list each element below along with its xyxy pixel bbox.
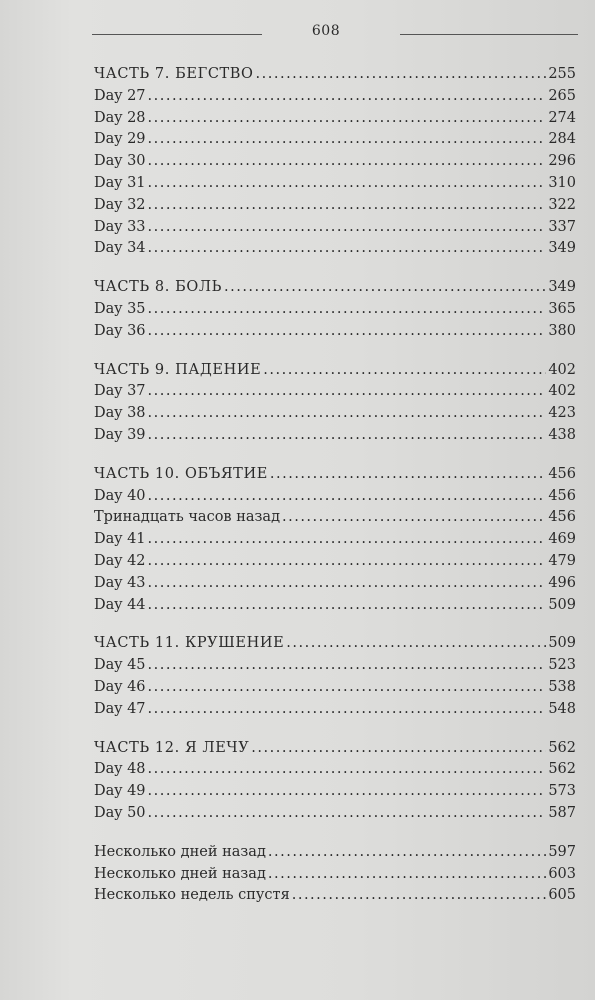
entry-title: Day 35 (94, 300, 146, 317)
part-title: ЧАСТЬ 11. КРУШЕНИЕ (94, 635, 285, 652)
entry-title: Day 27 (94, 87, 146, 104)
dot-leader (263, 360, 546, 382)
entry-page-number: 479 (548, 552, 576, 569)
toc-entry (94, 759, 576, 781)
entry-title: Тринадцать часов назад (94, 509, 280, 526)
dot-leader (251, 738, 546, 760)
toc-entry (94, 195, 576, 217)
dot-leader (268, 864, 546, 886)
toc-section (94, 277, 576, 342)
dot-leader (148, 151, 547, 173)
toc-entry (94, 381, 576, 403)
entry-page-number: 310 (548, 174, 576, 191)
entry-title: Day 38 (94, 405, 146, 422)
entry-title: Day 30 (94, 153, 146, 170)
toc-entry (94, 551, 576, 573)
entry-page-number: 255 (548, 66, 576, 82)
entry-title: Day 36 (94, 322, 146, 339)
toc-entry (94, 699, 576, 721)
part-title: ЧАСТЬ 7. БЕГСТВО (94, 66, 254, 82)
toc-entry (94, 486, 576, 508)
dot-leader (148, 321, 547, 343)
entry-title: Day 32 (94, 196, 146, 213)
entry-title: Day 46 (94, 678, 146, 695)
toc-entry (94, 781, 576, 803)
header-rule-right (400, 34, 578, 35)
toc-section (94, 842, 576, 907)
entry-title: Day 33 (94, 218, 146, 235)
toc-part-heading (94, 360, 576, 382)
entry-page-number: 509 (548, 635, 576, 652)
entry-title: Day 42 (94, 552, 146, 569)
dot-leader (148, 486, 547, 508)
toc-entry (94, 507, 576, 529)
dot-leader (148, 86, 547, 108)
entry-page-number: 380 (548, 322, 576, 339)
entry-page-number: 349 (548, 240, 576, 257)
toc-section (94, 360, 576, 447)
dot-leader (282, 507, 546, 529)
entry-page-number: 438 (548, 426, 576, 443)
toc-part-heading (94, 64, 576, 86)
dot-leader (148, 425, 547, 447)
dot-leader (148, 217, 547, 239)
entry-page-number: 496 (548, 574, 576, 591)
entry-title: Day 40 (94, 487, 146, 504)
entry-title: Day 37 (94, 383, 146, 400)
toc-part-heading (94, 277, 576, 299)
toc-entry (94, 677, 576, 699)
entry-page-number: 402 (548, 361, 576, 378)
toc-entry (94, 238, 576, 260)
toc-part-heading (94, 633, 576, 655)
dot-leader (148, 551, 547, 573)
entry-title: Day 34 (94, 240, 146, 257)
dot-leader (148, 573, 547, 595)
header-rule-left (92, 34, 262, 35)
toc-entry (94, 151, 576, 173)
dot-leader (148, 238, 547, 260)
entry-page-number: 296 (548, 153, 576, 170)
dot-leader (148, 655, 547, 677)
page-number: 608 (311, 23, 341, 39)
toc-entry (94, 595, 576, 617)
entry-title: Day 45 (94, 657, 146, 674)
toc-part-heading (94, 738, 576, 760)
dot-leader (286, 633, 546, 655)
part-title: ЧАСТЬ 10. ОБЪЯТИЕ (94, 465, 268, 482)
entry-title: Несколько недель спустя (94, 887, 290, 904)
dot-leader (148, 403, 547, 425)
entry-page-number: 349 (548, 279, 576, 296)
toc-entry (94, 842, 576, 864)
entry-page-number: 562 (548, 761, 576, 778)
toc-entry (94, 217, 576, 239)
entry-page-number: 469 (548, 531, 576, 548)
entry-page-number: 456 (548, 465, 576, 482)
entry-title: Day 43 (94, 574, 146, 591)
entry-page-number: 423 (548, 405, 576, 422)
toc-entry (94, 403, 576, 425)
toc-entry (94, 299, 576, 321)
dot-leader (148, 595, 547, 617)
entry-title: Day 41 (94, 531, 146, 548)
dot-leader (148, 759, 547, 781)
dot-leader (148, 173, 547, 195)
toc-part-heading (94, 464, 576, 486)
entry-title: Day 39 (94, 426, 146, 443)
entry-title: Day 48 (94, 761, 146, 778)
entry-page-number: 509 (548, 596, 576, 613)
entry-page-number: 538 (548, 678, 576, 695)
dot-leader (148, 195, 547, 217)
entry-page-number: 402 (548, 383, 576, 400)
entry-title: Day 49 (94, 783, 146, 800)
entry-page-number: 456 (548, 509, 576, 526)
entry-page-number: 548 (548, 700, 576, 717)
toc-entry (94, 173, 576, 195)
entry-page-number: 284 (548, 131, 576, 148)
toc-entry (94, 86, 576, 108)
entry-title: Day 29 (94, 131, 146, 148)
dot-leader (270, 464, 546, 486)
toc-entry (94, 529, 576, 551)
entry-page-number: 562 (548, 739, 576, 756)
toc-entry (94, 885, 576, 907)
part-title: ЧАСТЬ 8. БОЛЬ (94, 279, 222, 296)
entry-page-number: 603 (548, 865, 576, 882)
dot-leader (148, 803, 547, 825)
part-title: ЧАСТЬ 12. Я ЛЕЧУ (94, 739, 250, 756)
toc-section (94, 738, 576, 825)
entry-title: Несколько дней назад (94, 865, 266, 882)
dot-leader (224, 277, 546, 299)
entry-title: Day 44 (94, 596, 146, 613)
toc-entry (94, 129, 576, 151)
entry-page-number: 605 (548, 887, 576, 904)
dot-leader (148, 129, 547, 151)
toc-entry (94, 108, 576, 130)
entry-page-number: 456 (548, 487, 576, 504)
toc-section (94, 633, 576, 720)
dot-leader (148, 299, 547, 321)
entry-page-number: 337 (548, 218, 576, 235)
entry-page-number: 587 (548, 804, 576, 821)
entry-title: Day 28 (94, 109, 146, 126)
page-header (0, 18, 595, 48)
dot-leader (148, 699, 547, 721)
toc-entry (94, 655, 576, 677)
dot-leader (256, 64, 547, 86)
table-of-contents (94, 64, 576, 924)
entry-page-number: 597 (548, 843, 576, 860)
toc-entry (94, 573, 576, 595)
dot-leader (148, 529, 547, 551)
dot-leader (148, 381, 547, 403)
entry-page-number: 365 (548, 300, 576, 317)
dot-leader (268, 842, 546, 864)
dot-leader (148, 108, 547, 130)
entry-page-number: 322 (548, 196, 576, 213)
toc-entry (94, 803, 576, 825)
toc-entry (94, 321, 576, 343)
dot-leader (148, 677, 547, 699)
dot-leader (148, 781, 547, 803)
toc-entry (94, 425, 576, 447)
entry-title: Day 47 (94, 700, 146, 717)
entry-page-number: 573 (548, 783, 576, 800)
entry-page-number: 274 (548, 109, 576, 126)
entry-page-number: 523 (548, 657, 576, 674)
part-title: ЧАСТЬ 9. ПАДЕНИЕ (94, 361, 262, 378)
entry-page-number: 265 (548, 87, 576, 104)
entry-title: Day 31 (94, 174, 146, 191)
toc-entry (94, 864, 576, 886)
entry-title: Несколько дней назад (94, 843, 266, 860)
toc-section (94, 64, 576, 260)
dot-leader (292, 885, 547, 907)
entry-title: Day 50 (94, 804, 146, 821)
toc-section (94, 464, 576, 617)
